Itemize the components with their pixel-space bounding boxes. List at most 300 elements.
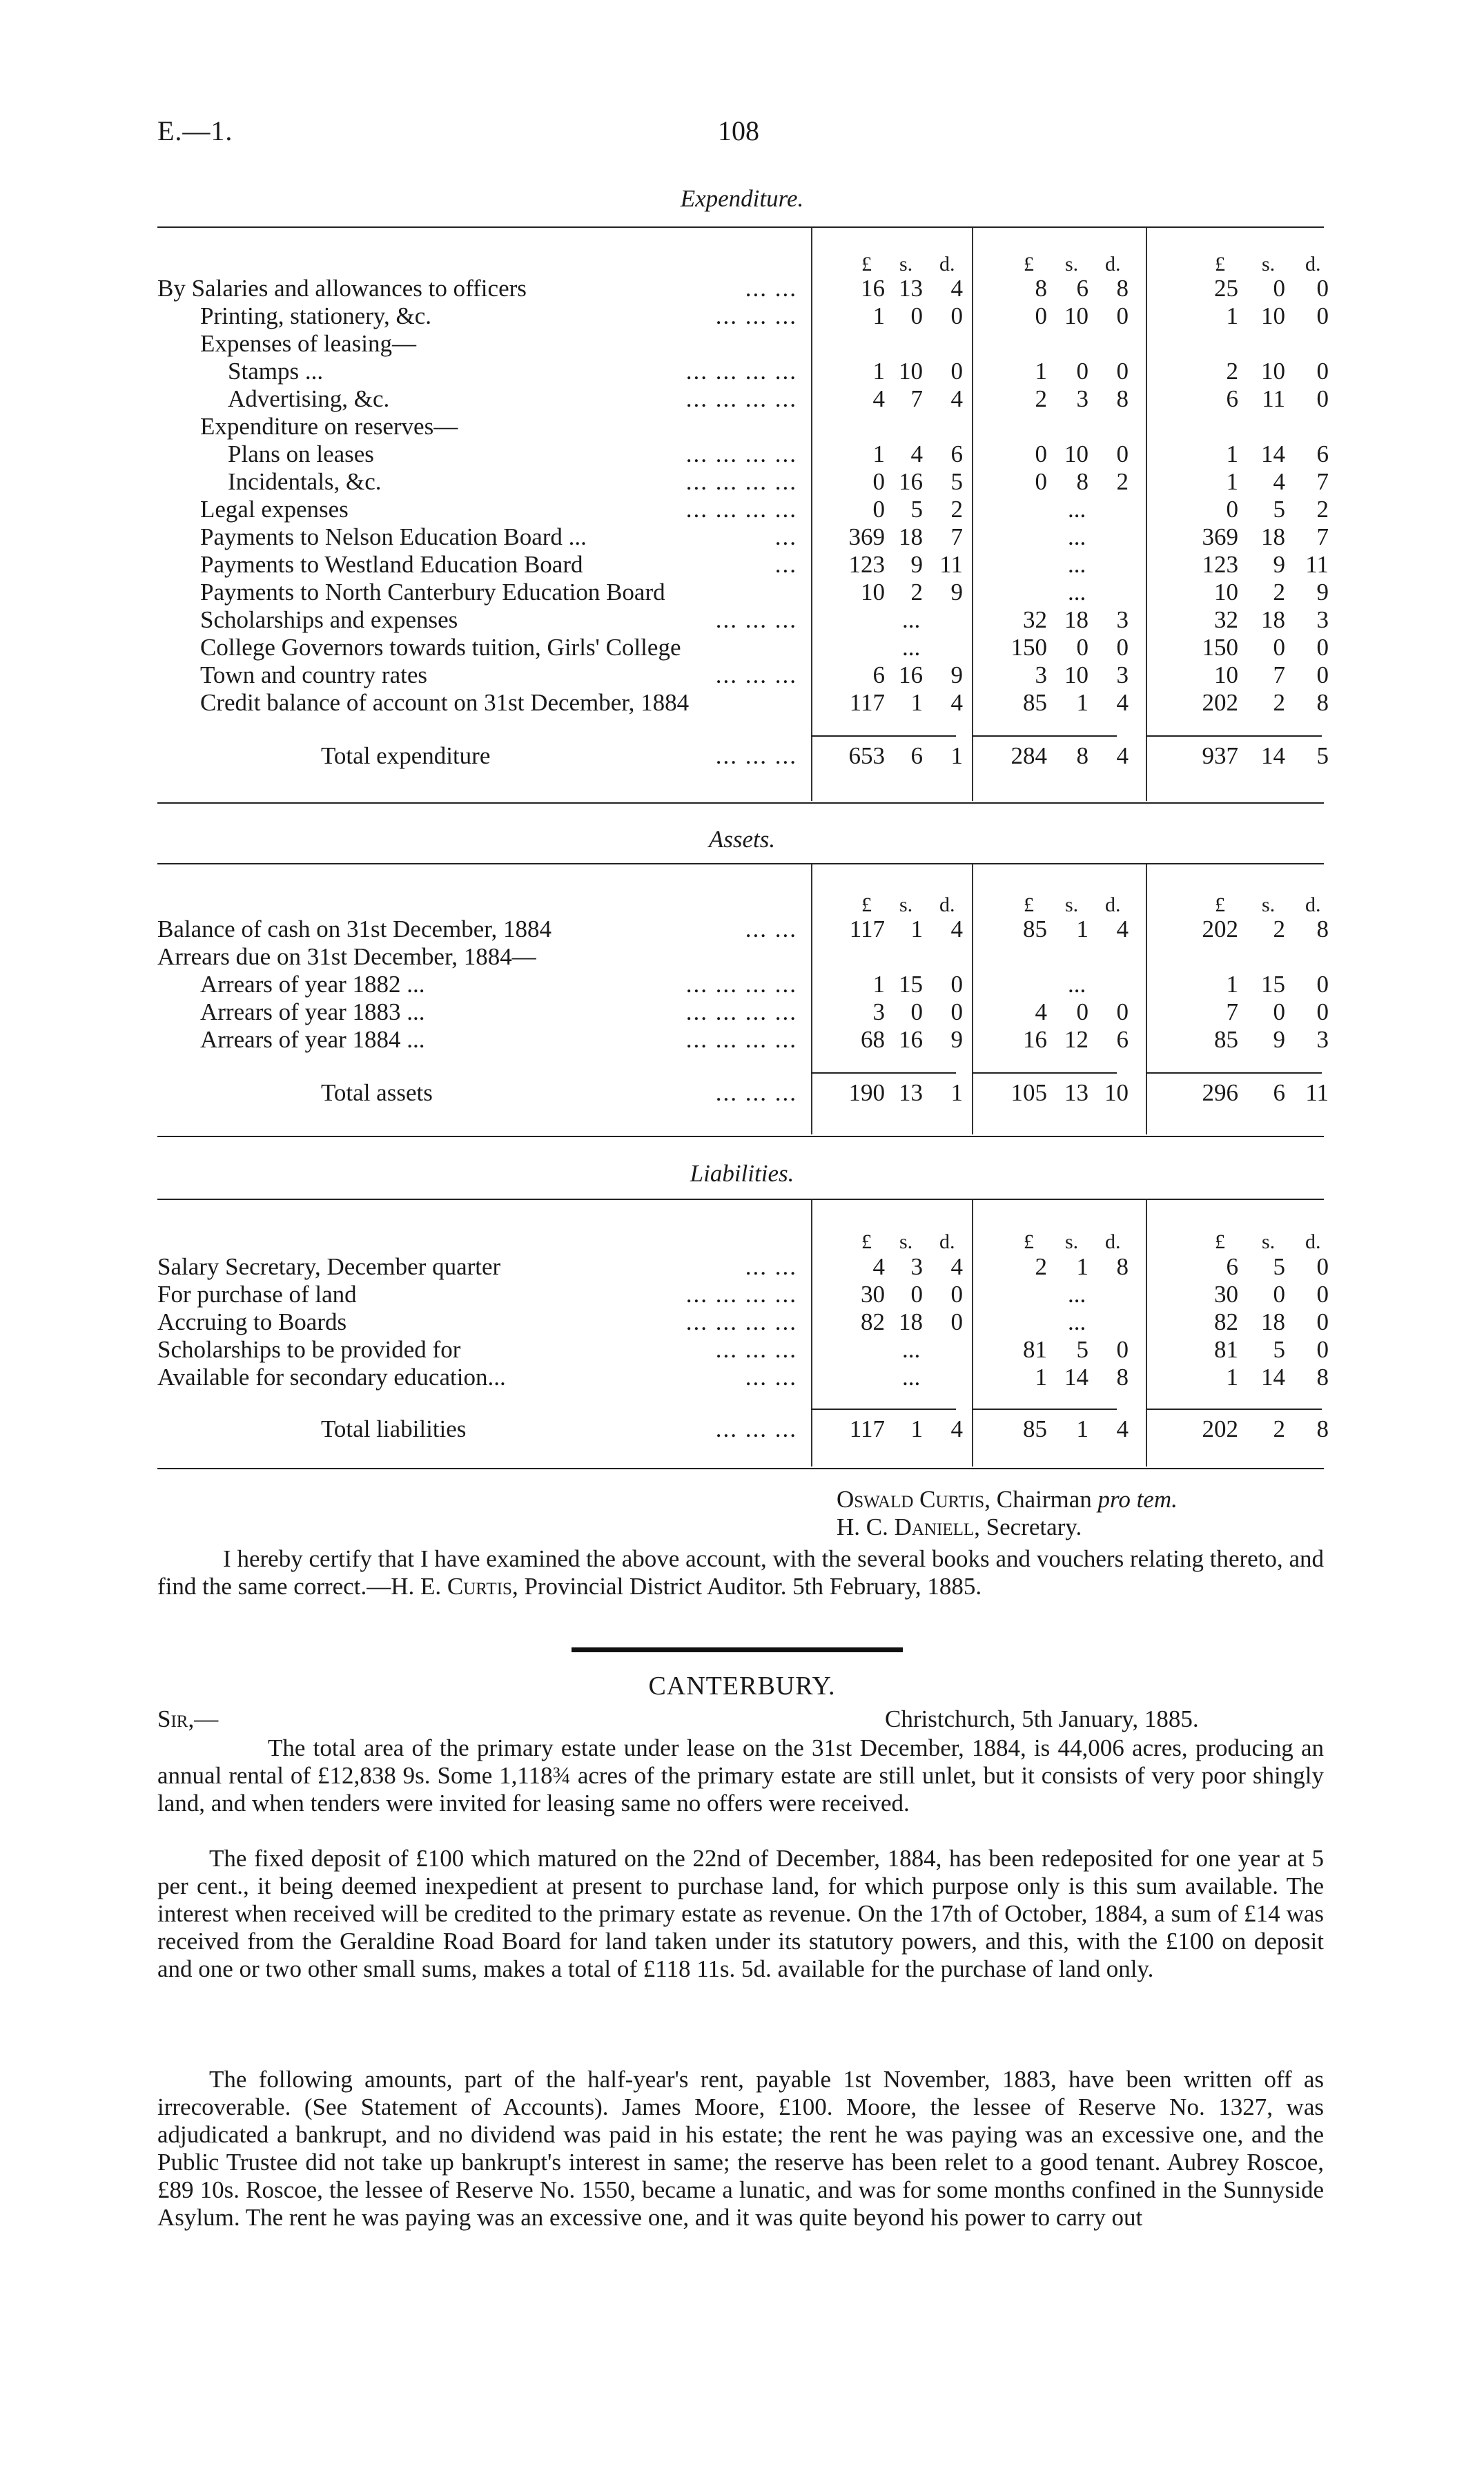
expenditure-amount-cell: 0 [1116, 302, 1129, 329]
expenditure-amount-cell: 1 [1226, 468, 1238, 495]
liabilities-amount-cell: 18 [1261, 1308, 1285, 1335]
liabilities-total-rule [1146, 1409, 1322, 1410]
expenditure-amount-cell: 3 [1316, 606, 1329, 633]
assets-col-head: s. [1065, 893, 1079, 916]
liabilities-row-label: Available for secondary education... [157, 1364, 506, 1391]
assets-amount-cell: 16 [1023, 1026, 1047, 1053]
expenditure-amount-cell: 16 [861, 275, 885, 302]
expenditure-row [0, 358, 1484, 385]
expenditure-amount-cell: 0 [1316, 385, 1329, 412]
expenditure-amount-cell: 1 [872, 302, 885, 329]
liabilities-amount-cell: 0 [1316, 1336, 1329, 1363]
assets-total-cell: 13 [1064, 1079, 1088, 1106]
liabilities-row-leader: ... ... ... [715, 1336, 797, 1363]
expenditure-total-leader: ... ... ... [715, 742, 797, 769]
expenditure-amount-cell: 18 [899, 523, 923, 550]
assets-total-cell: 13 [899, 1079, 923, 1106]
liabilities-amount-cell: 81 [1023, 1336, 1047, 1363]
liabilities-amount-cell: 14 [1064, 1364, 1088, 1391]
expenditure-amount-cell: 6 [1316, 441, 1329, 467]
expenditure-amount-cell: 0 [1035, 441, 1047, 467]
liabilities-amount-cell: 5 [1273, 1336, 1285, 1363]
expenditure-amount-cell: 9 [950, 661, 963, 688]
assets-total-rule [811, 1072, 956, 1074]
expenditure-amount-cell: ... [1068, 551, 1086, 578]
expenditure-amount-cell: 3 [1076, 385, 1088, 412]
expenditure-amount-cell: 0 [1116, 358, 1129, 385]
expenditure-amount-cell: 1 [1226, 302, 1238, 329]
assets-amount-cell: 1 [1226, 971, 1238, 998]
assets-amount-cell: 117 [849, 916, 885, 942]
assets-total-cell: 105 [1011, 1079, 1047, 1106]
paragraph-3: The following amounts, part of the half-year's rent, payable 1st November, 1883, have been written off as irrecoverable. (See Statement of Accounts). James Moore, £100. Moore, the lessee of Reserve No. 1327, was adjudicated a bankrupt, and no dividend was paid in his estate; the rent he was paying was an excessive one, and the Public Trustee did not take up bankrupt's interest in same; the reserve has been relet to a good tenant. Aubrey Roscoe, £89 10s. Roscoe, the lessee of Reserve No. 1550, became a lunatic, and was for some months confined in the Sunnyside Asylum. The rent he was paying was an excessive one, and it was quite beyond his power to carry out [157, 2066, 1324, 2231]
expenditure-amount-cell: 1 [872, 441, 885, 467]
expenditure-amount-cell: 8 [1116, 385, 1129, 412]
expenditure-amount-cell: 11 [1305, 551, 1329, 578]
assets-amount-cell: 4 [1116, 916, 1129, 942]
expenditure-row-leader: ... ... ... ... [685, 358, 797, 385]
liabilities-amount-cell: 0 [1316, 1308, 1329, 1335]
expenditure-row [0, 523, 1484, 551]
expenditure-row-leader: ... ... ... ... [685, 385, 797, 412]
expenditure-total-cell: 5 [1316, 742, 1329, 769]
assets-total-cell: 1 [950, 1079, 963, 1106]
expenditure-row-label: Scholarships and expenses [200, 606, 458, 633]
expenditure-amount-cell: 7 [1273, 661, 1285, 688]
expenditure-amount-cell: 3 [1116, 661, 1129, 688]
assets-total-cell: 190 [848, 1079, 885, 1106]
expenditure-total-rule [972, 735, 1117, 737]
liabilities-total-cell: 4 [950, 1415, 963, 1442]
expenditure-row-label: Plans on leases [228, 441, 374, 467]
expenditure-amount-cell: 0 [1035, 468, 1047, 495]
expenditure-row [0, 413, 1484, 441]
assets-amount-cell: 1 [1076, 916, 1088, 942]
assets-col-head: d. [1305, 893, 1321, 916]
expenditure-amount-cell: ... [1068, 523, 1086, 550]
expenditure-amount-cell: 9 [910, 551, 923, 578]
expenditure-row [0, 302, 1484, 330]
expenditure-amount-cell: 11 [1262, 385, 1285, 412]
expenditure-total-cell: 14 [1261, 742, 1285, 769]
expenditure-amount-cell: 0 [910, 302, 923, 329]
expenditure-amount-cell: 13 [899, 275, 923, 302]
liabilities-row [0, 1253, 1484, 1281]
assets-total-rule [1146, 1072, 1322, 1074]
expenditure-row [0, 661, 1484, 689]
expenditure-amount-cell: 0 [1116, 441, 1129, 467]
liabilities-total-cell: 8 [1316, 1415, 1329, 1442]
expenditure-amount-cell: 0 [872, 496, 885, 523]
expenditure-amount-cell: 25 [1214, 275, 1238, 302]
expenditure-amount-cell: 3 [1035, 661, 1047, 688]
assets-total-cell: 10 [1104, 1079, 1129, 1106]
expenditure-amount-cell: 2 [1116, 468, 1129, 495]
liabilities-amount-cell: 0 [950, 1281, 963, 1308]
expenditure-total-cell: 1 [950, 742, 963, 769]
expenditure-total-cell: 8 [1076, 742, 1088, 769]
expenditure-total-row [0, 742, 1484, 770]
assets-bottom-rule [157, 1136, 1324, 1137]
liabilities-amount-cell: 5 [1273, 1253, 1285, 1280]
assets-amount-cell: 4 [1035, 998, 1047, 1025]
expenditure-amount-cell: 4 [950, 385, 963, 412]
expenditure-amount-cell: 10 [1261, 358, 1285, 385]
expenditure-amount-cell: 0 [1273, 634, 1285, 661]
expenditure-row-label: Advertising, &c. [228, 385, 390, 412]
expenditure-amount-cell: 10 [1064, 661, 1088, 688]
expenditure-amount-cell: 7 [1316, 468, 1329, 495]
liabilities-total-cell: 117 [849, 1415, 885, 1442]
liabilities-col-head: d. [1305, 1230, 1321, 1253]
expenditure-row-label: Incidentals, &c. [228, 468, 382, 495]
place-date: Christchurch, 5th January, 1885. [885, 1705, 1199, 1732]
expenditure-amount-cell: 10 [899, 358, 923, 385]
assets-amount-cell: 3 [872, 998, 885, 1025]
expenditure-col-head: s. [899, 253, 913, 275]
expenditure-amount-cell: 123 [848, 551, 885, 578]
liabilities-row-leader: ... ... ... ... [685, 1281, 797, 1308]
expenditure-row-label: Expenses of leasing— [200, 330, 416, 357]
liabilities-amount-cell: 8 [1116, 1364, 1129, 1391]
expenditure-amount-cell: 4 [950, 275, 963, 302]
expenditure-col-head: s. [1262, 253, 1276, 275]
assets-total-rule [972, 1072, 1117, 1074]
liabilities-amount-cell: ... [902, 1364, 921, 1391]
liabilities-amount-cell: 82 [1214, 1308, 1238, 1335]
liabilities-amount-cell: 30 [1214, 1281, 1238, 1308]
assets-row [0, 1026, 1484, 1054]
assets-amount-cell: 0 [1316, 998, 1329, 1025]
expenditure-amount-cell: 2 [950, 496, 963, 523]
expenditure-col-head: s. [1065, 253, 1079, 275]
expenditure-row-label: Expenditure on reserves— [200, 413, 458, 440]
liabilities-row-leader: ... ... ... ... [685, 1308, 797, 1335]
assets-row-leader: ... ... ... ... [685, 971, 797, 998]
expenditure-amount-cell: 9 [1316, 579, 1329, 606]
assets-amount-cell: 15 [899, 971, 923, 998]
expenditure-row [0, 634, 1484, 661]
expenditure-amount-cell: 32 [1214, 606, 1238, 633]
expenditure-total-cell: 284 [1011, 742, 1047, 769]
assets-row-leader: ... ... ... ... [685, 998, 797, 1025]
assets-amount-cell: 8 [1316, 916, 1329, 942]
assets-row-label: Arrears due on 31st December, 1884— [157, 943, 536, 970]
liabilities-total-cell: 85 [1023, 1415, 1047, 1442]
expenditure-amount-cell: 7 [910, 385, 923, 412]
liabilities-amount-cell: 5 [1076, 1336, 1088, 1363]
assets-amount-cell: 4 [950, 916, 963, 942]
assets-row-label: Arrears of year 1883 ... [200, 998, 425, 1025]
expenditure-amount-cell: 2 [1273, 579, 1285, 606]
expenditure-bottom-rule [157, 802, 1324, 804]
expenditure-total-cell: 4 [1116, 742, 1129, 769]
expenditure-amount-cell: 6 [950, 441, 963, 467]
expenditure-col-head: d. [1305, 253, 1321, 275]
liabilities-col-head: s. [1065, 1230, 1079, 1253]
assets-amount-cell: 0 [950, 998, 963, 1025]
expenditure-amount-cell: 0 [1316, 275, 1329, 302]
liabilities-amount-cell: 0 [1273, 1281, 1285, 1308]
assets-amount-cell: 202 [1202, 916, 1238, 942]
liabilities-col-head: d. [939, 1230, 955, 1253]
expenditure-amount-cell: 8 [1116, 275, 1129, 302]
assets-amount-cell: 9 [950, 1026, 963, 1053]
liabilities-row [0, 1364, 1484, 1391]
assets-row [0, 943, 1484, 971]
liabilities-amount-cell: 4 [950, 1253, 963, 1280]
expenditure-col-head: £ [1024, 253, 1034, 275]
liabilities-amount-cell: 14 [1261, 1364, 1285, 1391]
liabilities-row-label: Salary Secretary, December quarter [157, 1253, 501, 1280]
paragraph-1: The total area of the primary estate under lease on the 31st December, 1884, is 44,006 acres, producing an annual rental of £12,838 9s. Some 1,118¾ acres of the primary estate are still unlet, but it consists of very poor shingly land, and when tenders were invited for leasing same no offers were received. [157, 1734, 1324, 1817]
expenditure-amount-cell: 10 [1064, 302, 1088, 329]
expenditure-amount-cell: 85 [1023, 689, 1047, 716]
liabilities-amount-cell: 0 [1316, 1281, 1329, 1308]
assets-total-cell: 296 [1202, 1079, 1238, 1106]
expenditure-amount-cell: 2 [910, 579, 923, 606]
assets-amount-cell: 1 [910, 916, 923, 942]
expenditure-amount-cell: 3 [1116, 606, 1129, 633]
expenditure-title: Expenditure. [680, 185, 804, 212]
page-header-ref: E.—1. [157, 115, 233, 146]
assets-amount-cell: 3 [1316, 1026, 1329, 1053]
expenditure-row-label: Credit balance of account on 31st December, 1884 [200, 689, 690, 716]
liabilities-amount-cell: 1 [1226, 1364, 1238, 1391]
expenditure-amount-cell: 8 [1316, 689, 1329, 716]
expenditure-amount-cell: 9 [1273, 551, 1285, 578]
assets-title: Assets. [708, 826, 776, 853]
expenditure-amount-cell: 0 [1076, 358, 1088, 385]
expenditure-total-rule [811, 735, 956, 737]
expenditure-row-leader: ... ... ... ... [685, 441, 797, 467]
expenditure-amount-cell: 0 [1316, 302, 1329, 329]
liabilities-total-cell: 4 [1116, 1415, 1129, 1442]
expenditure-total-cell: 937 [1202, 742, 1238, 769]
assets-amount-cell: 12 [1064, 1026, 1088, 1053]
assets-row [0, 998, 1484, 1026]
expenditure-amount-cell: 2 [1273, 689, 1285, 716]
liabilities-row [0, 1308, 1484, 1336]
expenditure-amount-cell: 16 [899, 661, 923, 688]
liabilities-row [0, 1281, 1484, 1308]
expenditure-amount-cell: 18 [1261, 606, 1285, 633]
expenditure-amount-cell: ... [1068, 579, 1086, 606]
paragraph-2: The fixed deposit of £100 which matured on the 22nd of December, 1884, has been redeposited for one year at 5 per cent., it being deemed inexpedient at present to purchase land, for which purpose only is this sum available. The interest when received will be credited to the primary estate as revenue. On the 17th of October, 1884, a sum of £14 was received from the Geraldine Road Board for land taken under its statutory powers, and this, with the £100 on deposit and one or two other small sums, makes a total of £118 11s. 5d. available for the purchase of land only. [157, 1845, 1324, 1982]
expenditure-amount-cell: 7 [950, 523, 963, 550]
expenditure-amount-cell: 8 [1035, 275, 1047, 302]
liabilities-row [0, 1336, 1484, 1364]
expenditure-top-rule [157, 226, 1324, 228]
liabilities-total-leader: ... ... ... [715, 1415, 797, 1442]
salutation: Sir,— [157, 1705, 219, 1732]
expenditure-row-label: Printing, stationery, &c. [200, 302, 432, 329]
expenditure-amount-cell: 150 [1011, 634, 1047, 661]
expenditure-amount-cell: ... [902, 634, 921, 661]
liabilities-amount-cell: 82 [861, 1308, 885, 1335]
assets-col-head: d. [1105, 893, 1121, 916]
liabilities-total-cell: 202 [1202, 1415, 1238, 1442]
liabilities-title: Liabilities. [690, 1160, 794, 1187]
expenditure-row-label: By Salaries and allowances to officers [157, 275, 527, 302]
expenditure-col-head: d. [939, 253, 955, 275]
expenditure-total-rule [1146, 735, 1322, 737]
liabilities-col-head: d. [1105, 1230, 1121, 1253]
expenditure-amount-cell: 9 [950, 579, 963, 606]
expenditure-amount-cell: 0 [950, 302, 963, 329]
expenditure-amount-cell: 10 [1064, 441, 1088, 467]
assets-amount-cell: 0 [1076, 998, 1088, 1025]
canterbury-heading: CANTERBURY. [648, 1672, 836, 1701]
expenditure-row [0, 551, 1484, 579]
expenditure-amount-cell: 10 [1261, 302, 1285, 329]
page-number: 108 [718, 115, 759, 146]
expenditure-total-cell: 653 [848, 742, 885, 769]
liabilities-total-label: Total liabilities [321, 1415, 467, 1442]
expenditure-amount-cell: 123 [1202, 551, 1238, 578]
expenditure-row [0, 275, 1484, 302]
expenditure-amount-cell: 0 [1116, 634, 1129, 661]
assets-col-head: £ [861, 893, 872, 916]
assets-total-row [0, 1079, 1484, 1107]
expenditure-row-leader: ... [774, 551, 797, 578]
expenditure-row-label: Stamps ... [228, 358, 324, 385]
expenditure-amount-cell: 10 [861, 579, 885, 606]
expenditure-row-leader: ... ... ... ... [685, 468, 797, 495]
expenditure-amount-cell: 8 [1076, 468, 1088, 495]
assets-top-rule [157, 863, 1324, 864]
expenditure-amount-cell: 0 [1316, 634, 1329, 661]
expenditure-amount-cell: 4 [1116, 689, 1129, 716]
assets-amount-cell: 9 [1273, 1026, 1285, 1053]
assets-row-label: Arrears of year 1884 ... [200, 1026, 425, 1053]
expenditure-amount-cell: 4 [1273, 468, 1285, 495]
expenditure-row [0, 606, 1484, 634]
expenditure-amount-cell: 6 [1076, 275, 1088, 302]
expenditure-amount-cell: 1 [1035, 358, 1047, 385]
assets-amount-cell: 7 [1226, 998, 1238, 1025]
expenditure-amount-cell: 0 [1273, 275, 1285, 302]
expenditure-amount-cell: 0 [1316, 661, 1329, 688]
liabilities-row-label: Accruing to Boards [157, 1308, 347, 1335]
liabilities-amount-cell: 8 [1316, 1364, 1329, 1391]
liabilities-top-rule [157, 1199, 1324, 1200]
liabilities-amount-cell: 0 [910, 1281, 923, 1308]
expenditure-amount-cell: 0 [950, 358, 963, 385]
assets-amount-cell: 85 [1023, 916, 1047, 942]
expenditure-row [0, 468, 1484, 496]
assets-amount-cell: 0 [1116, 998, 1129, 1025]
expenditure-row-label: Legal expenses [200, 496, 349, 523]
expenditure-row [0, 330, 1484, 358]
liabilities-amount-cell: 1 [1035, 1364, 1047, 1391]
expenditure-amount-cell: 32 [1023, 606, 1047, 633]
expenditure-amount-cell: 5 [950, 468, 963, 495]
liabilities-amount-cell: 0 [1316, 1253, 1329, 1280]
assets-total-cell: 11 [1305, 1079, 1329, 1106]
assets-col-head: d. [939, 893, 955, 916]
expenditure-amount-cell: 16 [899, 468, 923, 495]
expenditure-amount-cell: 10 [1214, 579, 1238, 606]
expenditure-row-leader: ... ... ... [715, 661, 797, 688]
expenditure-total-label: Total expenditure [321, 742, 491, 769]
expenditure-amount-cell: ... [902, 606, 921, 633]
assets-amount-cell: 1 [872, 971, 885, 998]
liabilities-amount-cell: 8 [1116, 1253, 1129, 1280]
liabilities-amount-cell: 18 [899, 1308, 923, 1335]
liabilities-row-label: Scholarships to be provided for [157, 1336, 461, 1363]
liabilities-total-row [0, 1415, 1484, 1443]
expenditure-amount-cell: 7 [1316, 523, 1329, 550]
expenditure-amount-cell: 4 [950, 689, 963, 716]
assets-amount-cell: 85 [1214, 1026, 1238, 1053]
expenditure-row [0, 579, 1484, 606]
assets-amount-cell: 0 [910, 998, 923, 1025]
expenditure-amount-cell: 4 [910, 441, 923, 467]
expenditure-amount-cell: 369 [1202, 523, 1238, 550]
expenditure-row-label: Town and country rates [200, 661, 427, 688]
expenditure-amount-cell: 6 [872, 661, 885, 688]
liabilities-amount-cell: 2 [1035, 1253, 1047, 1280]
assets-amount-cell: 15 [1261, 971, 1285, 998]
signature-secretary: H. C. Daniell, Secretary. [837, 1513, 1082, 1540]
expenditure-amount-cell: 11 [939, 551, 963, 578]
expenditure-col-head: £ [1215, 253, 1225, 275]
expenditure-amount-cell: 18 [1064, 606, 1088, 633]
liabilities-amount-cell: 1 [1076, 1253, 1088, 1280]
liabilities-total-cell: 2 [1273, 1415, 1285, 1442]
liabilities-total-rule [972, 1409, 1117, 1410]
expenditure-row-label: College Governors towards tuition, Girls' College [200, 634, 681, 661]
expenditure-col-head: £ [861, 253, 872, 275]
expenditure-amount-cell: 5 [910, 496, 923, 523]
assets-col-head: s. [899, 893, 913, 916]
liabilities-col-head: £ [1215, 1230, 1225, 1253]
liabilities-col-head: s. [1262, 1230, 1276, 1253]
assets-row-label: Balance of cash on 31st December, 1884 [157, 916, 552, 942]
expenditure-amount-cell: 0 [872, 468, 885, 495]
expenditure-amount-cell: 150 [1202, 634, 1238, 661]
expenditure-row [0, 385, 1484, 413]
liabilities-col-head: s. [899, 1230, 913, 1253]
assets-total-label: Total assets [321, 1079, 433, 1106]
section-divider [572, 1647, 903, 1652]
signature-chairman: Oswald Curtis, Chairman pro tem. [837, 1486, 1178, 1513]
expenditure-amount-cell: 6 [1226, 385, 1238, 412]
liabilities-amount-cell: 4 [872, 1253, 885, 1280]
liabilities-col-head: £ [1024, 1230, 1034, 1253]
assets-amount-cell: 0 [950, 971, 963, 998]
assets-row [0, 916, 1484, 943]
expenditure-amount-cell: 1 [910, 689, 923, 716]
expenditure-amount-cell: 1 [1226, 441, 1238, 467]
liabilities-row-leader: ... ... [745, 1364, 797, 1391]
expenditure-row-leader: ... ... [745, 275, 797, 302]
expenditure-amount-cell: 0 [1316, 358, 1329, 385]
liabilities-total-rule [811, 1409, 956, 1410]
expenditure-row-label: Payments to Westland Education Board [200, 551, 583, 578]
expenditure-row [0, 496, 1484, 523]
expenditure-amount-cell: 14 [1261, 441, 1285, 467]
expenditure-amount-cell: 202 [1202, 689, 1238, 716]
expenditure-amount-cell: 18 [1261, 523, 1285, 550]
expenditure-row-label: Payments to Nelson Education Board ... [200, 523, 587, 550]
assets-amount-cell: 6 [1116, 1026, 1129, 1053]
assets-col-head: £ [1024, 893, 1034, 916]
expenditure-row [0, 441, 1484, 468]
assets-amount-cell: 68 [861, 1026, 885, 1053]
liabilities-row-label: For purchase of land [157, 1281, 357, 1308]
